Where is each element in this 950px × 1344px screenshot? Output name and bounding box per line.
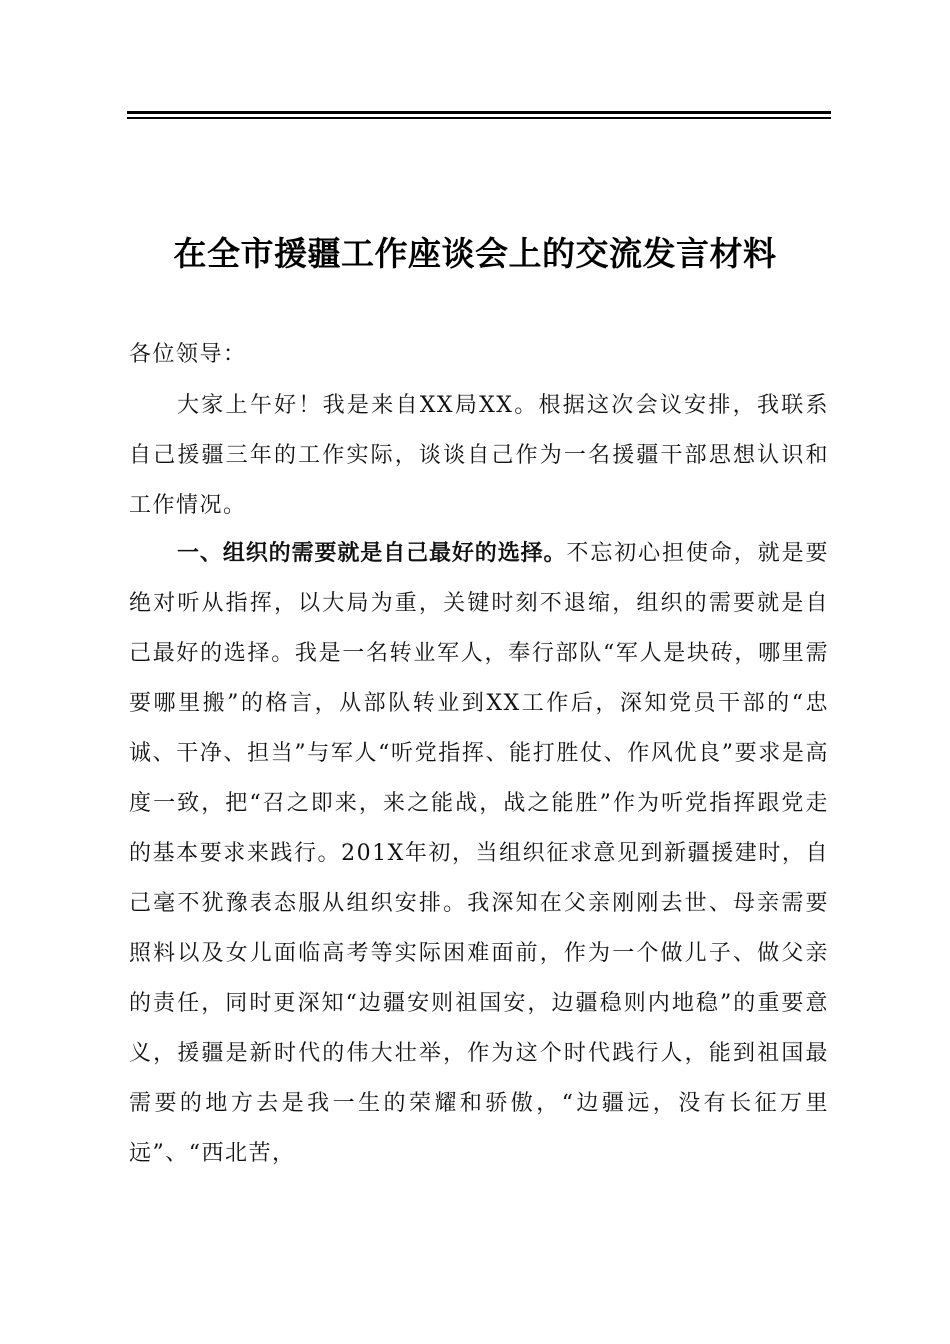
document-title: 在全市援疆工作座谈会上的交流发言材料 [173, 234, 777, 273]
paragraph-greeting: 大家上午好！我是来自XX局XX。根据这次会议安排，我联系自己援疆三年的工作实际，谈谈自己作为一名援疆干部思想认识和工作情况。 [129, 393, 829, 518]
header-rule-thick [127, 111, 831, 114]
paragraph-section-1 [129, 529, 829, 1179]
section-body: 不忘初心担使命，就是要绝对听从指挥，以大局为重，关键时刻不退缩，组织的需要就是自己最好的选择。我是一名转业军人，奉行部队“军人是块砖，哪里需要哪里搬”的格言，从部队转业到XX工作后，深知党员干部的“忠诚、干净、担当”与军人“听党指挥、能打胜仗、作风优良”要求是高度一致，把“召之即来，来之能战，战之能胜”作为听党指挥跟党走的基本要求来践行。201X年初，当组织征求意见到新疆援建时，自己毫不犹豫表态服从组织安排。我深知在父亲刚刚去世、母亲需要照料以及女儿面临高考等实际困难面前，作为一个做儿子、做父亲的责任，同时更深知“边疆安则祖国安，边疆稳则内地稳”的重要意义，援疆是新时代的伟大壮举，作为这个时代践行人，能到祖国最需要的地方去是我一生的荣耀和骄傲，“边疆远，没有长征万里远”、“西北苦， [129, 541, 829, 1166]
header-rule-thin [127, 117, 831, 119]
salutation: 各位领导： [129, 342, 247, 367]
section-heading: 一、组织的需要就是自己最好的选择。 [177, 541, 567, 566]
